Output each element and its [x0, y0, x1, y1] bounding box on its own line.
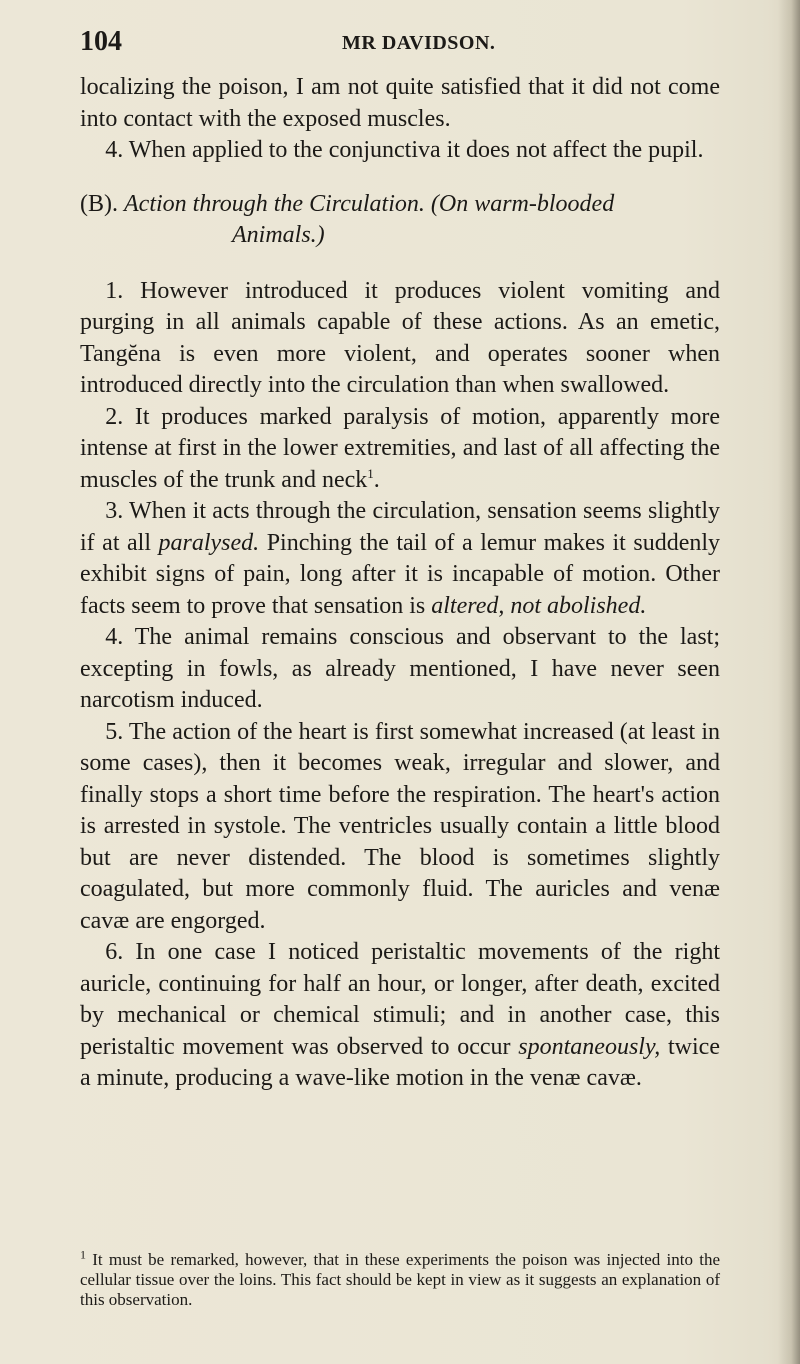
item-3-b: Pinching the tail of a lemur makes it suddenly exhibit signs of pain, long after it is incapable of motion. Other facts seem to prove that sensation is — [80, 529, 721, 619]
footnote — [80, 1247, 720, 1310]
paragraph-item-5: 5. The action of the heart is first somewhat increased (at least in some cases), then it becomes weak, irregular and slower, and finally stops a short time before the respiration. The heart's action is arrested in systole. The ventricles usually contain a little blood but are never distended. The blood is sometimes slightly coagulated, but more commonly fluid. The auricles and venæ cavæ are engorged. — [80, 718, 720, 934]
footnote-mark: 1 — [80, 1247, 86, 1262]
item-3-emphasis-2: altered, not abolished. — [431, 592, 647, 619]
section-title: Action through the Circulation. — [124, 190, 425, 217]
page-edge-shadow — [778, 0, 800, 1364]
body-text — [80, 72, 720, 1095]
paragraph-continuation: localizing the poison, I am not quite satisfied that it did not come into contact with the exposed muscles. — [80, 74, 720, 132]
section-subtitle-b: Animals.) — [232, 222, 325, 248]
item-3-a: 3. When it acts through the circulation, sensation seems slightly if at all — [80, 498, 720, 556]
item-2-text: 2. It produces marked paralysis of motion, apparently more intense at first in the lower extremities, and last of all affecting the muscles of the trunk and neck — [80, 403, 720, 493]
section-heading — [80, 189, 720, 252]
footnote-reference: 1 — [367, 465, 374, 481]
paragraph-item-4-conjunctiva: 4. When applied to the conjunctiva it does not affect the pupil. — [105, 137, 704, 163]
footnote-text: It must be remarked, however, that in these experiments the poison was injected into the cellular tissue over the loins. This fact should be kept in view as it suggests an explanation of this observation. — [80, 1250, 720, 1309]
page-number: 104 — [80, 26, 122, 57]
item-2-end: . — [373, 466, 380, 493]
item-6-emphasis: spontaneously, — [518, 1033, 661, 1060]
paragraph-item-2 — [80, 402, 720, 497]
paragraph-item-1: 1. However introduced it produces violent vomiting and purging in all animals capable of these actions. As an emetic, Tangĕna is even more violent, and operates sooner when introduced directly into the circulation than when swallowed. — [80, 277, 720, 398]
paragraph-item-6 — [80, 937, 720, 1095]
paragraph-item-3 — [80, 496, 720, 622]
paragraph-item-4: 4. The animal remains conscious and observant to the last; excepting in fowls, as already mentioned, I have never seen narcotism induced. — [80, 624, 720, 713]
section-subtitle-a: (On warm-blooded — [430, 190, 615, 217]
item-6-b: twice a minute, producing a wave-like motion in the venæ cavæ. — [80, 1033, 720, 1091]
page-header — [80, 26, 720, 62]
section-label: (B). — [80, 190, 118, 217]
item-3-emphasis-1: paralysed. — [158, 529, 260, 556]
item-6-a: 6. In one case I noticed peristaltic movements of the right auricle, continuing for half an hour, or longer, after death, excited by mechanical or chemical stimuli; and in another case, this peristaltic movement was observed to occur — [80, 939, 720, 1060]
running-head: MR DAVIDSON. — [342, 32, 496, 54]
